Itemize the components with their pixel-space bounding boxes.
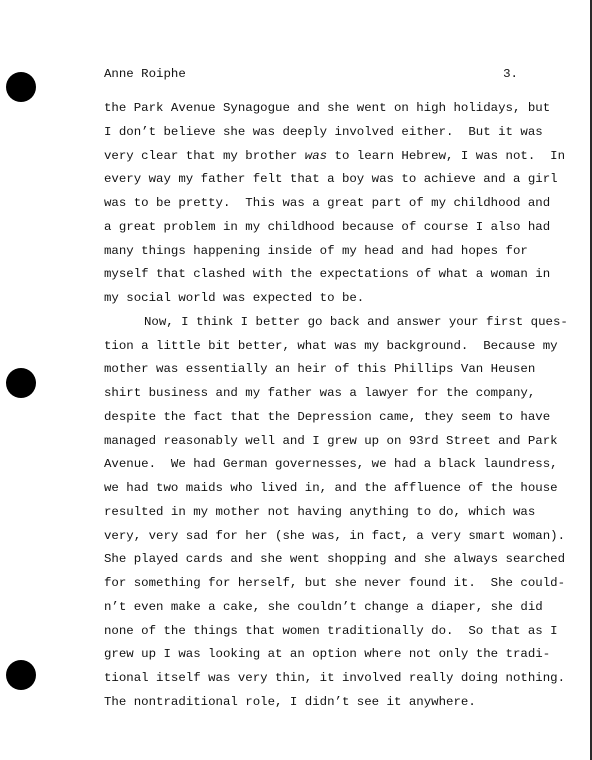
- line-text: She played cards and she went shopping and she always searched: [104, 552, 566, 567]
- page-header: [104, 64, 518, 84]
- line-text: mother was essentially an heir of this Phillips Van Heusen: [104, 362, 536, 377]
- line-text: managed reasonably well and I grew up on 93rd Street and Park: [104, 433, 558, 448]
- line-text: shirt business and my father was a lawyer for the company,: [104, 386, 536, 400]
- line-text: Now, I think I better go back and answer your first ques-: [144, 314, 568, 329]
- line-text: despite the fact that the Depression came, they seem to have: [104, 409, 551, 424]
- line-text: resulted in my mother not having anything to do, which was: [104, 504, 536, 519]
- text-line: [104, 525, 566, 549]
- text-line: [104, 97, 551, 121]
- text-line: [104, 406, 551, 430]
- line-text: tion a little bit better, what was my background. Because my: [104, 338, 558, 353]
- line-text: Avenue. We had German governesses, we had a black laundress,: [104, 457, 558, 472]
- line-text: very, very sad for her (she was, in fact, a very smart woman).: [104, 528, 566, 543]
- line-text: I don’t believe she was deeply involved either. But it was: [104, 124, 543, 139]
- text-line: [104, 643, 551, 667]
- text-line: [104, 311, 568, 335]
- line-text: myself that clashed with the expectations of what a woman in: [104, 267, 551, 282]
- punch-hole-top: [6, 72, 36, 102]
- line-text: tional itself was very thin, it involved really doing nothing.: [104, 671, 566, 685]
- text-line: [104, 287, 522, 311]
- line-text: none of the things that women traditionally do. So that as I: [104, 623, 558, 638]
- line-text: The nontraditional role, I didn’t see it anywhere.: [104, 694, 476, 709]
- line-text: to learn Hebrew, I was not. In: [327, 148, 566, 163]
- text-line: [104, 548, 566, 572]
- page-number: 3.: [503, 67, 518, 81]
- text-line: [104, 168, 558, 192]
- punch-hole-middle: [6, 368, 36, 398]
- paragraph: [104, 97, 566, 311]
- header-author: Anne Roiphe: [104, 67, 186, 81]
- text-line: [104, 358, 536, 382]
- line-text: very clear that my brother: [104, 148, 305, 163]
- paragraph: [104, 311, 568, 715]
- line-text: was to be pretty. This was a great part of my childhood and: [104, 196, 551, 210]
- punch-hole-bottom: [6, 660, 36, 690]
- text-line: [104, 572, 566, 596]
- text-line: [104, 691, 522, 715]
- text-line: [104, 192, 551, 216]
- text-line: [104, 477, 558, 501]
- text-line: [104, 667, 566, 691]
- line-text: every way my father felt that a boy was to achieve and a girl: [104, 172, 558, 187]
- text-line: [104, 335, 558, 359]
- text-line: [104, 620, 558, 644]
- line-text: n’t even make a cake, she couldn’t change a diaper, she did: [104, 599, 543, 614]
- text-line: [104, 453, 558, 477]
- text-line: [104, 596, 543, 620]
- line-text: my social world was expected to be.: [104, 291, 365, 305]
- text-line: [104, 263, 551, 287]
- text-line: [104, 240, 528, 264]
- line-text: a great problem in my childhood because of course I also had: [104, 219, 551, 234]
- line-text: for something for herself, but she never found it. She could-: [104, 576, 566, 590]
- line-text: many things happening inside of my head and had hopes for: [104, 243, 528, 258]
- line-text: we had two maids who lived in, and the affluence of the house: [104, 481, 558, 495]
- emphasized-word: was: [304, 148, 328, 163]
- transcript-body: [104, 97, 568, 715]
- text-line: [104, 430, 558, 454]
- line-text: the Park Avenue Synagogue and she went on high holidays, but: [104, 101, 551, 115]
- text-line: [104, 121, 543, 145]
- text-line: [104, 501, 536, 525]
- text-line: [104, 382, 536, 406]
- text-line: [104, 145, 566, 169]
- line-text: grew up I was looking at an option where not only the tradi-: [104, 647, 551, 662]
- text-line: [104, 216, 551, 240]
